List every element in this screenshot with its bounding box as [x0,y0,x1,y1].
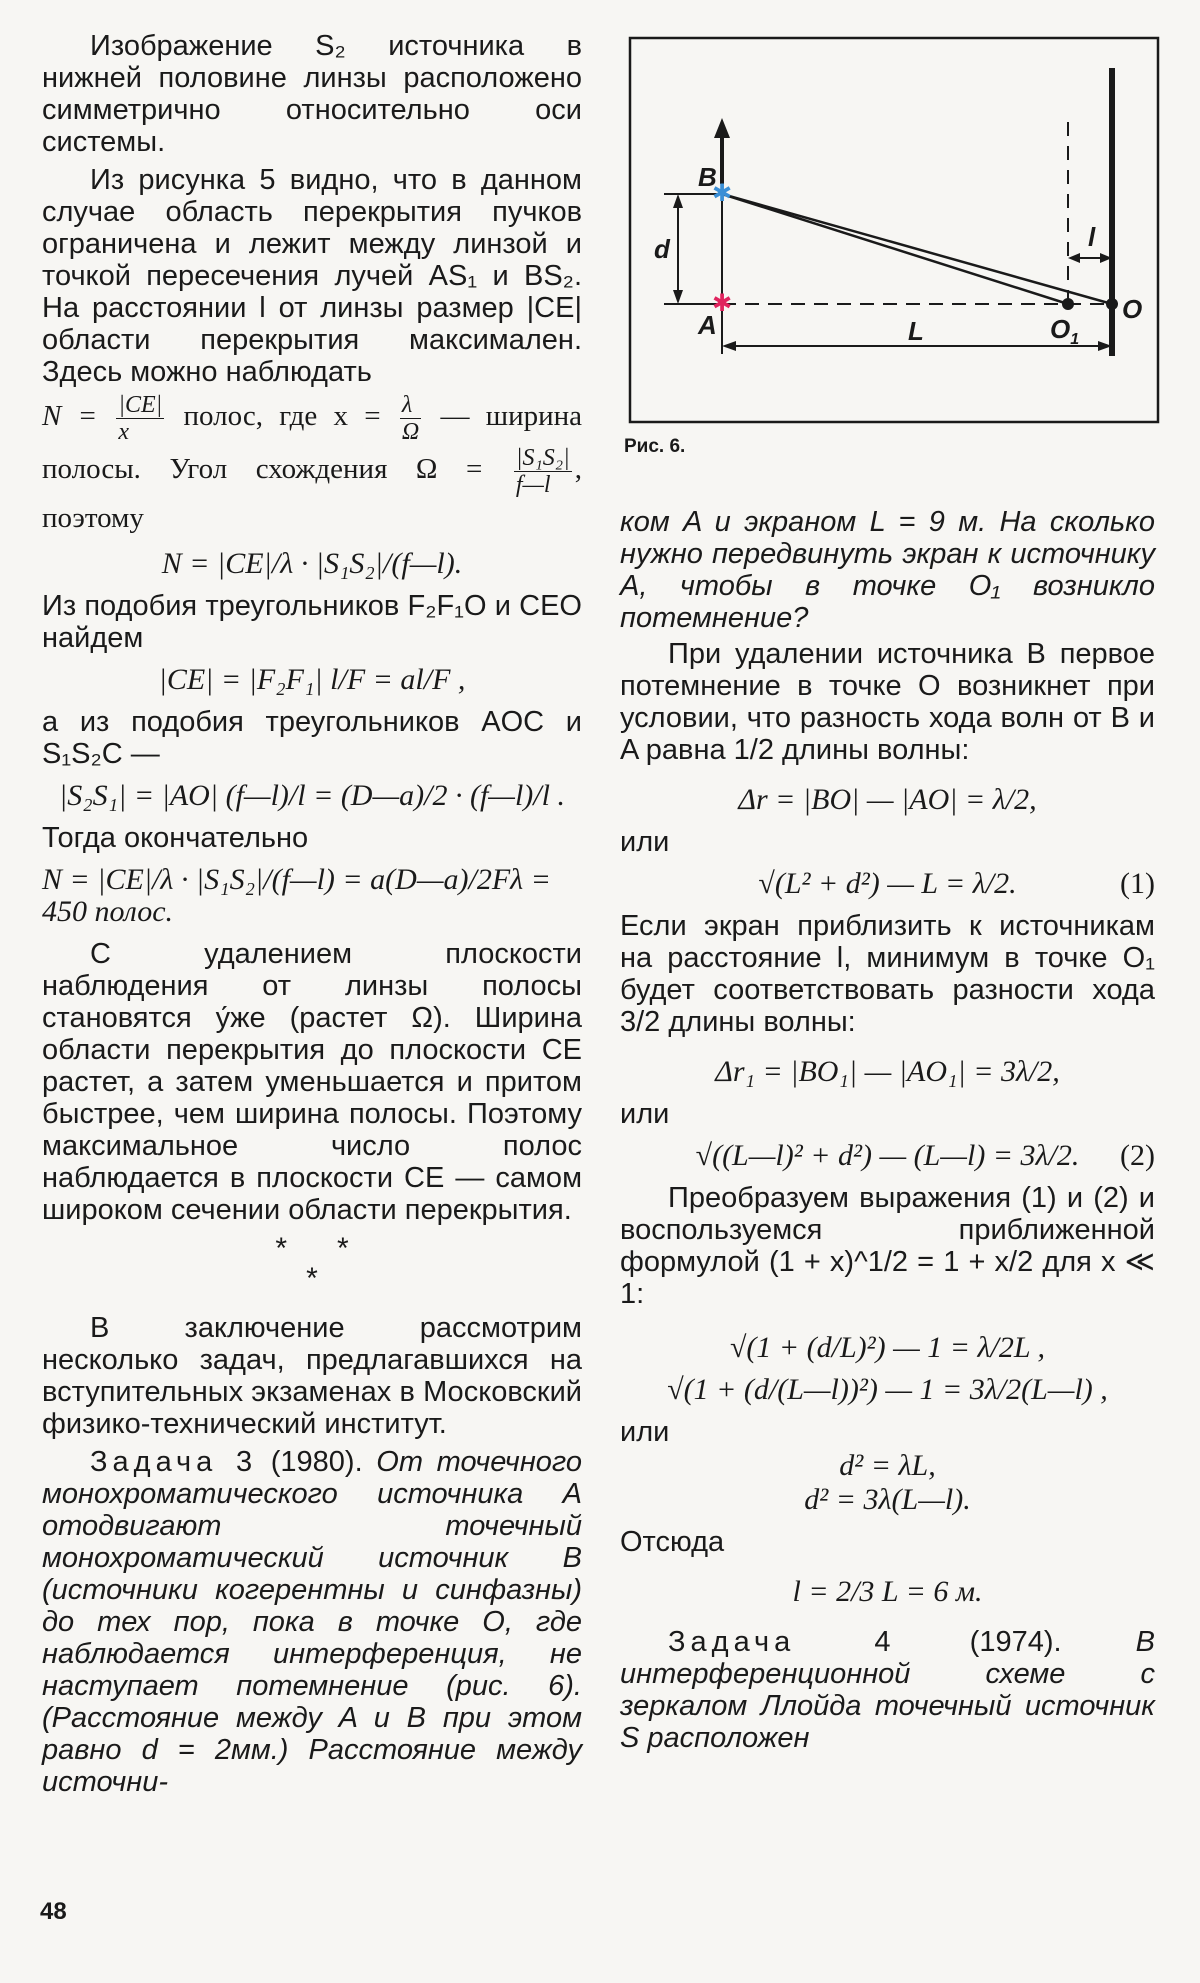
equation-approx-1: √(1 + (d/L)²) — 1 = λ/2L , [729,1331,1046,1364]
paragraph-triangle-similarity-1: Из подобия треугольников F₂F₁O и CEO найдем [42,590,582,654]
task-4 [620,1626,1155,1754]
or-1: или [620,826,670,858]
fringe-fraction-denominator: x [118,419,130,445]
or-2: или [620,1098,670,1130]
label-o1 [1050,314,1079,348]
task-3-year: (1980). [270,1446,363,1478]
therefore-text: , поэтому [42,453,582,534]
l-big-arrow-left-icon [722,341,736,351]
point-o1-dot [1062,298,1074,310]
label-o1-letter: O [1050,314,1071,344]
d-arrow-down-icon [673,290,683,304]
paragraph-finally: Тогда окончательно [42,822,309,854]
task-3-statement: От точечного монохроматического источника A отодвигают точечный монохроматический источник B (источники когерентны и синфазны) до тех пор, пока в точке O, где наблюдается интерференция, не наступает потемнение (рис. 6). (Расстояние между A и B при этом равно d = 2мм.) Расстояние между источни- [42,1446,583,1798]
equation-n-fringes: N = |CE|/λ · |S₁S₂|/(f—l). [161,547,463,580]
paragraph-plane-distance: С удалением плоскости наблюдения от линзы полосы становятся у́же (растет Ω). Ширина области перекрытия до плоскости CE растет, а затем уменьшается и притом быстрее, чем ширина полосы. Поэтому максимальное число полос наблюдается в плоскости CE — самом широком сечении области перекрытия. [42,938,582,1226]
fringe-formula-lhs: N = [42,400,98,433]
figure-frame [630,38,1158,422]
convergence-angle-numerator: |S₁S₂| [515,445,570,471]
d-arrow-up-icon [673,194,683,208]
label-d: d [654,234,670,264]
paragraph-conclusion: В заключение рассмотрим несколько задач, предлагавшихся на вступительных экзаменах в Московский физико-технический институт. [42,1312,582,1440]
equation-delta-r: Δr = |BO| — |AO| = λ/2, [738,783,1037,816]
paragraph-fringe-count [42,392,582,538]
point-o-dot [1106,298,1118,310]
equation-1-number: (1) [1120,867,1155,900]
task-3-label: Задача 3 [90,1446,258,1478]
motion-arrow-icon [714,118,730,138]
separator-stars-bottom: * [306,1262,318,1295]
equation-ce: |CE| = |F₂F₁| l/F = al/F , [158,663,466,696]
task-3-continuation: ком A и экраном L = 9 м. На сколько нужно передвинуть экран к источнику A, чтобы в точке O₁ возникло потемнение? [620,506,1155,634]
label-l-big: L [908,316,924,346]
fringe-width-numerator: λ [400,392,421,419]
label-o1-subscript: 1 [1070,331,1080,348]
convergence-angle-text: — ширина полосы. Угол схождения Ω = [42,400,583,486]
task-4-year: (1974). [969,1626,1062,1658]
section-separator [42,1234,582,1294]
paragraph-triangle-similarity-2: а из подобия треугольников AOC и S₁S₂C — [42,706,582,770]
equation-d-squared-2: d² = 3λ(L—l). [804,1483,971,1516]
equation-result: l = 2/3 L = 6 м. [792,1575,983,1608]
label-b: B [698,162,717,192]
equation-approx-2: √(1 + (d/(L—l))²) — 1 = 3λ/2(L—l) , [667,1373,1108,1406]
paragraph-overlap-region: Из рисунка 5 видно, что в данном случае область перекрытия пучков ограничена и лежит между линзой и точкой пересечения лучей AS₁ и BS₂. На расстоянии l от линзы размер |CE| области перекрытия максимален. Здесь можно наблюдать [42,164,582,388]
star-b-icon: ✱ [711,179,733,207]
equation-1-body: √(L² + d²) — L = λ/2. [758,867,1017,900]
page-number: 48 [40,1898,67,1925]
paragraph-screen-closer: Если экран приблизить к источникам на расстояние l, минимум в точке O₁ будет соответствовать разности хода 3/2 длины волны: [620,910,1155,1038]
fringe-fraction-numerator: |CE| [118,392,163,418]
task-3 [42,1446,582,1798]
equation-delta-r1: Δr₁ = |BO₁| — |AO₁| = 3λ/2, [715,1055,1060,1088]
equation-2 [620,1140,1155,1172]
convergence-angle-denominator: f—l [515,472,551,498]
equation-2-body: √((L—l)² + d²) — (L—l) = 3λ/2. [695,1139,1080,1172]
fringe-fraction [116,392,164,445]
equation-d-squared-1: d² = λL, [839,1449,936,1482]
equation-2-number: (2) [1120,1139,1155,1172]
l-small-arrow-left-icon [1068,253,1080,263]
fringe-width-denominator: Ω [401,419,420,445]
paragraph-transform: Преобразуем выражения (1) и (2) и воспользуемся приближенной формулой (1 + x)^1/2 = 1 + x/2 для x ≪ 1: [620,1182,1155,1310]
convergence-angle-fraction [514,445,572,498]
paragraph-first-dark: При удалении источника B первое потемнение в точке O возникнет при условии, что разность хода волн от B и A равна 1/2 длины волны: [620,638,1155,766]
paragraph-image-s2: Изображение S₂ источника в нижней половине линзы расположено симметрично относительно оси системы. [42,30,582,158]
left-column [42,30,582,1798]
star-a-icon: ✱ [711,289,733,317]
equation-1 [620,868,1155,900]
fringe-width-text: полос, где x = [183,400,381,433]
right-column [620,506,1155,1754]
label-l-small: l [1088,222,1096,252]
equation-s2s1: |S₂S₁| = |AO| (f—l)/l = (D—a)/2 · (f—l)/l . [59,779,565,812]
figure-caption: Рис. 6. [624,436,686,457]
ray-b-to-o [722,194,1112,304]
equation-final-n: N = |CE|/λ · |S₁S₂|/(f—l) = a(D—a)/2Fλ = 450 полос. [42,863,551,928]
separator-stars-top: * * [275,1232,349,1265]
ray-b-to-o1 [722,194,1068,304]
fringe-width-fraction [400,392,421,445]
or-3: или [620,1416,670,1448]
task-4-label: Задача 4 [668,1626,896,1658]
paragraph-hence: Отсюда [620,1526,725,1558]
label-a: A [698,310,717,340]
figure-6 [628,36,1160,424]
label-o: O [1122,294,1143,324]
task-4-statement: В интерференционной схеме с зеркалом Ллойда точечный источник S расположен [620,1626,1155,1754]
